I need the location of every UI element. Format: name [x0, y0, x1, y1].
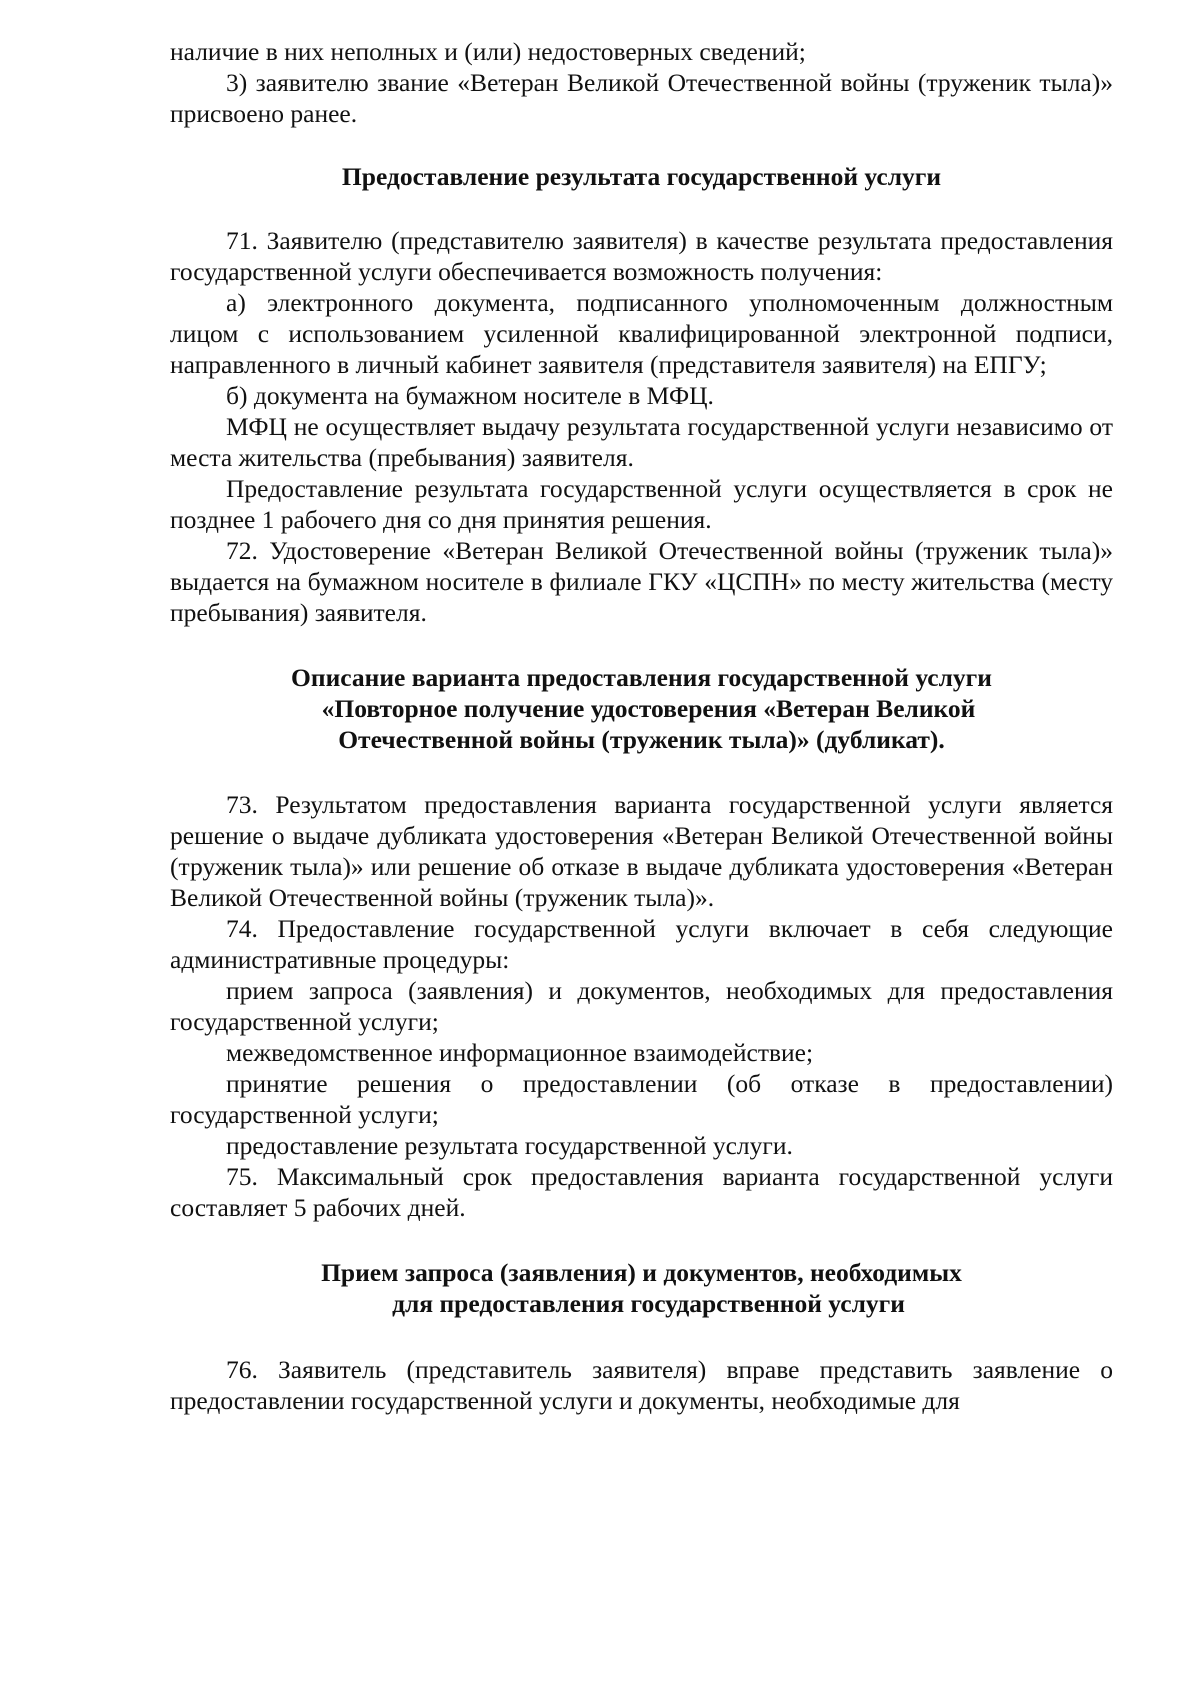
paragraph: 75. Максимальный срок предоставления варианта государственной услуги составляет 5 рабочих дней.	[170, 1162, 1113, 1222]
heading-line: Прием запроса (заявления) и документов, необходимых	[321, 1258, 962, 1287]
paragraph: 3) заявителю звание «Ветеран Великой Отечественной войны (труженик тыла)» присвоено ранее.	[170, 68, 1113, 128]
paragraph: МФЦ не осуществляет выдачу результата государственной услуги независимо от места жительства (пребывания) заявителя.	[170, 412, 1113, 472]
paragraph: Предоставление результата государственной услуги осуществляется в срок не позднее 1 рабочего дня со дня принятия решения.	[170, 474, 1113, 534]
paragraph: наличие в них неполных и (или) недостоверных сведений;	[170, 37, 806, 66]
paragraph: межведомственное информационное взаимодействие;	[226, 1038, 814, 1067]
heading-line: Отечественной войны (труженик тыла)» (дубликат).	[338, 725, 945, 754]
paragraph: 76. Заявитель (представитель заявителя) вправе представить заявление о предоставлении государственной услуги и документы, необходимые для	[170, 1355, 1113, 1415]
paragraph: а) электронного документа, подписанного уполномоченным должностным лицом с использованием усиленной квалифицированной электронной подписи, направленного в личный кабинет заявителя (представителя заявителя) на ЕПГУ;	[170, 288, 1113, 379]
heading-line: «Повторное получение удостоверения «Ветеран Великой	[321, 694, 976, 723]
paragraph: принятие решения о предоставлении (об отказе в предоставлении) государственной услуги;	[170, 1069, 1113, 1129]
paragraph: предоставление результата государственной услуги.	[226, 1131, 793, 1160]
paragraph: 72. Удостоверение «Ветеран Великой Отечественной войны (труженик тыла)» выдается на бумажном носителе в филиале ГКУ «ЦСПН» по месту жительства (месту пребывания) заявителя.	[170, 536, 1113, 627]
paragraph: 73. Результатом предоставления варианта государственной услуги является решение о выдаче дубликата удостоверения «Ветеран Великой Отечественной войны (труженик тыла)» или решение об отказе в выдаче дубликата удостоверения «Ветеран Великой Отечественной войны (труженик тыла)».	[170, 790, 1113, 912]
heading-line: для предоставления государственной услуги	[392, 1289, 905, 1318]
paragraph: прием запроса (заявления) и документов, необходимых для предоставления государственной услуги;	[170, 976, 1113, 1036]
paragraph: 74. Предоставление государственной услуги включает в себя следующие административные процедуры:	[170, 914, 1113, 974]
section-heading-result: Предоставление результата государственной услуги	[341, 162, 942, 191]
paragraph: б) документа на бумажном носителе в МФЦ.	[226, 381, 714, 410]
document-body	[170, 36, 1113, 1416]
section-heading-variant	[170, 662, 1113, 755]
paragraph: 71. Заявителю (представителю заявителя) в качестве результата предоставления государственной услуги обеспечивается возможность получения:	[170, 226, 1113, 286]
heading-line: Описание варианта предоставления государственной услуги	[291, 663, 992, 692]
section-heading-request	[170, 1257, 1113, 1319]
